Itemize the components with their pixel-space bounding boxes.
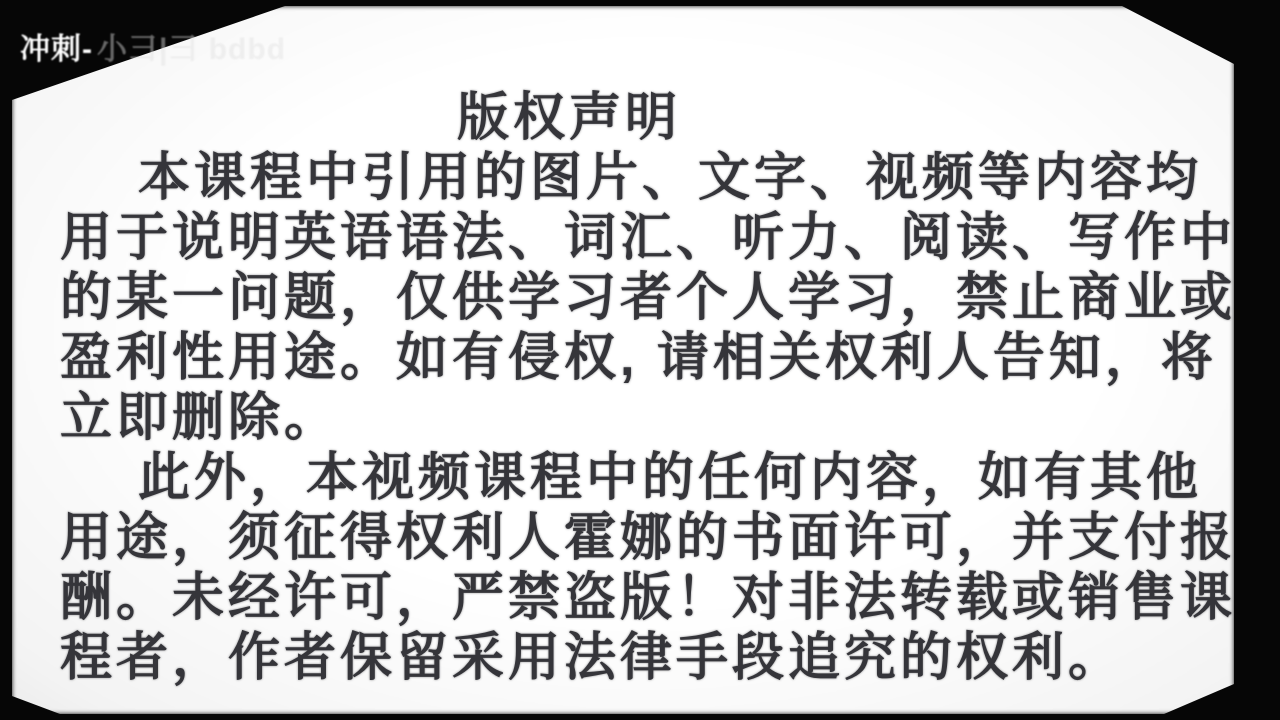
notice-line: 用于说明英语语法、词汇、听力、阅读、写作中 bbox=[60, 209, 1237, 267]
notice-line: 本课程中引用的图片、文字、视频等内容均 bbox=[138, 149, 1203, 207]
notice-line: 用途，须征得权利人霍娜的书面许可，并支付报 bbox=[60, 509, 1237, 567]
notice-line: 盈利性用途。如有侵权, 请相关权利人告知，将 bbox=[60, 329, 1217, 387]
notice-line: 的某一问题，仅供学习者个人学习，禁止商业或 bbox=[60, 269, 1237, 327]
notice-title: 版权声明 bbox=[457, 89, 682, 147]
watermark bbox=[20, 24, 286, 68]
notice-line: 此外，本视频课程中的任何内容，如有其他 bbox=[138, 449, 1203, 507]
watermark-text: 冲刺- bbox=[20, 33, 93, 66]
notice-line: 程者，作者保留采用法律手段追究的权利。 bbox=[60, 629, 1125, 687]
watermark-faint-glyphs: 小彐|彐 bdbd bbox=[97, 33, 287, 66]
notice-line: 立即删除。 bbox=[60, 389, 341, 447]
copyright-notice bbox=[60, 88, 1240, 688]
notice-line: 酬。未经许可，严禁盗版！对非法转载或销售课 bbox=[60, 569, 1237, 627]
